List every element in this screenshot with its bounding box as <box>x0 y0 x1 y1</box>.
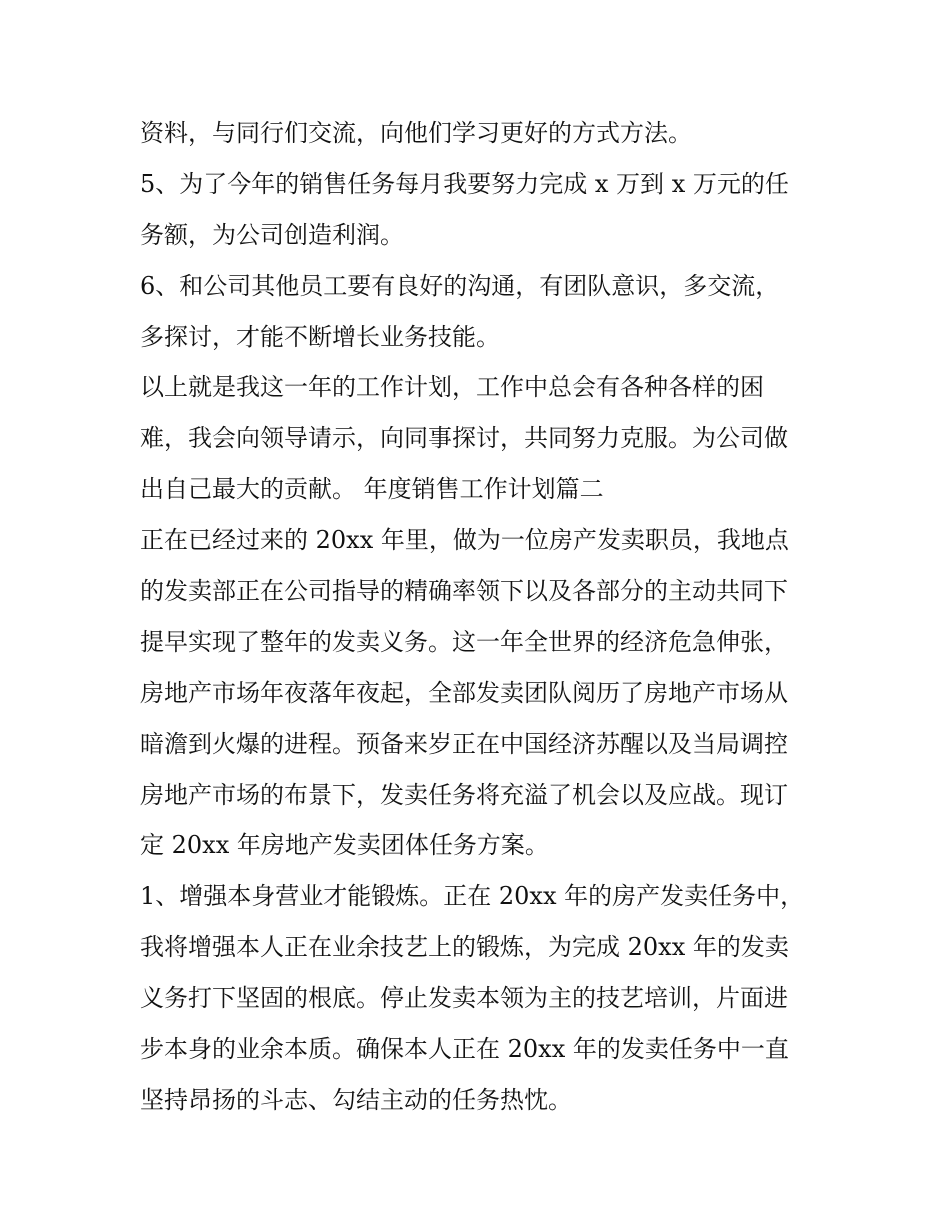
text-line: 房地产市场的布景下，发卖任务将充溢了机会以及应战。现订 <box>140 780 788 809</box>
text-line: 的发卖部正在公司指导的精确率领下以及各部分的主动共同下 <box>140 577 788 606</box>
text-line: 步本身的业余本质。确保本人正在 20xx 年的发卖任务中一直 <box>140 1035 789 1064</box>
text-line: 出自己最大的贡献。 年度销售工作计划篇二 <box>140 475 604 504</box>
text-line: 提早实现了整年的发卖义务。这一年全世界的经济危急伸张， <box>140 627 788 656</box>
text-line: 以上就是我这一年的工作计划，工作中总会有各种各样的困 <box>140 373 764 402</box>
document-body <box>140 108 820 1126</box>
text-line: 6、和公司其他员工要有良好的沟通，有团队意识，多交流， <box>140 271 780 300</box>
text-line: 我将增强本人正在业余技艺上的锻炼，为完成 20xx 年的发卖 <box>140 933 789 962</box>
text-line: 坚持昂扬的斗志、勾结主动的任务热忱。 <box>140 1085 572 1114</box>
text-line: 房地产市场年夜落年夜起，全部发卖团队阅历了房地产市场从 <box>140 678 788 707</box>
text-line: 1、增强本身营业才能锻炼。正在 20xx 年的房产发卖任务中， <box>140 882 805 911</box>
text-line: 义务打下坚固的根底。停止发卖本领为主的技艺培训，片面进 <box>140 984 788 1013</box>
text-line: 务额，为公司创造利润。 <box>140 220 404 249</box>
text-line: 多探讨，才能不断增长业务技能。 <box>140 322 500 351</box>
text-line: 5、为了今年的销售任务每月我要努力完成 x 万到 x 万元的任 <box>140 169 789 198</box>
text-line: 定 20xx 年房地产发卖团体任务方案。 <box>140 831 549 860</box>
text-line: 资料，与同行们交流，向他们学习更好的方式方法。 <box>140 119 692 147</box>
text-line: 难，我会向领导请示，向同事探讨，共同努力克服。为公司做 <box>140 424 788 453</box>
text-line: 暗澹到火爆的进程。预备来岁正在中国经济苏醒以及当局调控 <box>140 729 788 758</box>
text-line: 正在已经过来的 20xx 年里，做为一位房产发卖职员，我地点 <box>140 526 789 555</box>
